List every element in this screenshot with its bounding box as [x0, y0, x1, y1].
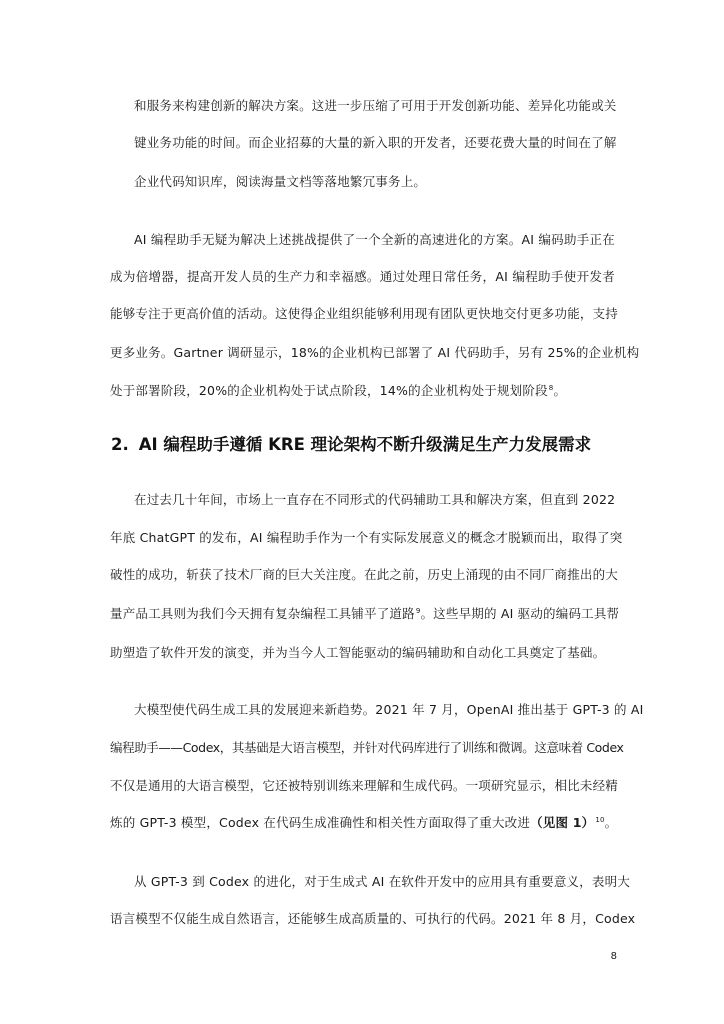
- body-text-part: 量产品工具则为我们今天拥有复杂编程工具铺平了道路: [110, 606, 415, 621]
- body-line: 助塑造了软件开发的演变，并为当今人工智能驱动的编码辅助和自动化工具奠定了基础。: [110, 645, 606, 660]
- figure-reference: （见图 1）: [530, 815, 595, 830]
- body-line: 在过去几十年间，市场上一直存在不同形式的代码辅助工具和解决方案，但直到 2022: [134, 492, 616, 507]
- section-heading: [111, 434, 591, 456]
- body-line: [110, 383, 566, 399]
- body-text: 。: [604, 815, 618, 830]
- body-line: 和服务来构建创新的解决方案。这进一步压缩了可用于开发创新功能、差异化功能或关: [134, 98, 617, 113]
- body-text: 。: [553, 383, 567, 398]
- footnote-ref: 9: [415, 607, 421, 615]
- body-text: 炼的 GPT-3 模型，Codex 在代码生成准确性和相关性方面取得了重大改进: [110, 815, 531, 830]
- body-line: 企业代码知识库，阅读海量文档等落地繁冗事务上。: [134, 174, 427, 189]
- body-line: [110, 815, 617, 831]
- section-number: 2.: [111, 435, 129, 454]
- page-number: 8: [610, 951, 617, 962]
- footnote-ref: 10: [595, 816, 605, 824]
- body-line: 年底 ChatGPT 的发布，AI 编程助手作为一个有实际发展意义的概念才脱颖而出，取得了突: [110, 530, 623, 545]
- body-line: 更多业务。Gartner 调研显示，18%的企业机构已部署了 AI 代码助手，另有 25%的企业机构: [110, 345, 640, 360]
- body-line: AI 编程助手无疑为解决上述挑战提供了一个全新的高速进化的方案。AI 编码助手正在: [134, 232, 615, 247]
- body-line: 破性的成功，斩获了技术厂商的巨大关注度。在此之前，历史上涌现的由不同厂商推出的大: [110, 567, 619, 582]
- body-line: 键业务功能的时间。而企业招募的大量的新入职的开发者，还要花费大量的时间在了解: [134, 135, 617, 150]
- body-line: 从 GPT-3 到 Codex 的进化，对于生成式 AI 在软件开发中的应用具有重要意义，表明大: [134, 874, 631, 889]
- body-line: 能够专注于更高价值的活动。这使得企业组织能够利用现有团队更快地交付更多功能，支持: [110, 306, 619, 321]
- section-title: AI 编程助手遵循 KRE 理论架构不断升级满足生产力发展需求: [138, 435, 592, 454]
- body-line: 语言模型不仅能生成自然语言，还能够生成高质量的、可执行的代码。2021 年 8 月，Codex: [110, 911, 636, 926]
- body-text: 处于部署阶段，20%的企业机构处于试点阶段，14%的企业机构处于规划阶段: [110, 383, 548, 398]
- body-text-part: 。这些早期的 AI 驱动的编码工具帮: [420, 606, 620, 621]
- body-line: 成为倍增器，提高开发人员的生产力和幸福感。通过处理日常任务，AI 编程助手使开发者: [110, 269, 615, 284]
- body-line: 编程助手——Codex，其基础是大语言模型，并针对代码库进行了训练和微调。这意味着 Codex: [110, 740, 624, 755]
- body-line: 不仅是通用的大语言模型，它还被特别训练来理解和生成代码。一项研究显示，相比未经精: [110, 778, 619, 793]
- footnote-ref: 8: [548, 384, 554, 392]
- body-text: [110, 606, 619, 622]
- body-line: [110, 606, 620, 622]
- body-line: 大模型使代码生成工具的发展迎来新趋势。2021 年 7 月，OpenAI 推出基于 GPT-3 的 AI: [134, 702, 644, 717]
